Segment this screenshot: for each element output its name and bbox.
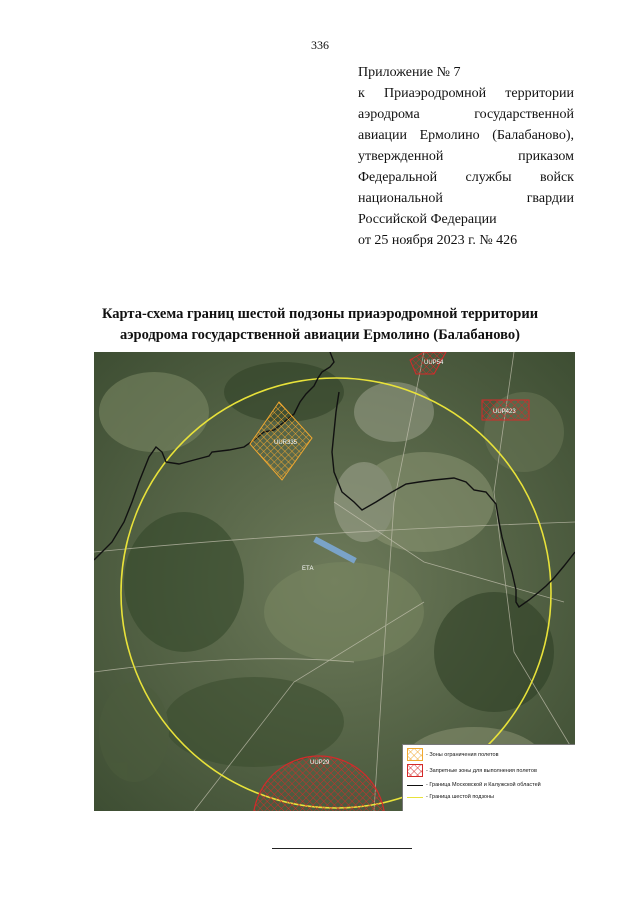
annex-word: службы [465,170,512,185]
map-canvas [94,352,575,811]
annex-word: (Балабаново), [492,128,574,143]
legend-row [407,748,499,761]
label-uup54: UUP54 [424,360,444,366]
annex-word: государственной [474,107,574,122]
legend-swatch-subzone-border [407,797,423,798]
annex-line [358,83,574,104]
map-title [0,304,640,346]
annex-header [358,62,574,251]
annex-line [358,188,574,209]
annex-line: Приложение № 7 [358,65,461,80]
label-uur335: UUR335 [274,440,298,446]
annex-word: приказом [518,149,574,164]
annex-word: Приаэродромной [383,86,487,101]
label-uup423: UUP423 [493,409,516,415]
legend-swatch-region-border [407,785,423,786]
annex-line [358,125,574,146]
annex-line [358,146,574,167]
satellite-map [94,352,575,811]
map-title-line-1: Карта-схема границ шестой подзоны приаэродромной территории [101,306,539,322]
legend-restriction: - Зоны ограничения полетов [426,751,499,758]
annex-word: Ермолино [419,128,480,143]
legend-swatch-prohibited [407,764,423,777]
legend-row [407,782,541,788]
annex-word: территории [505,86,574,101]
annex-word: к [358,86,365,101]
legend-prohibited: - Запретные зоны для выполнения полетов [426,767,537,774]
annex-word: Федеральной [358,170,438,185]
annex-word: утвержденной [358,149,444,164]
annex-word: гвардии [526,191,574,206]
legend-row [407,794,494,800]
annex-line: Российской Федерации [358,212,497,227]
annex-word: войск [539,170,574,185]
page-number: 336 [311,38,329,52]
legend-row [407,764,537,777]
legend-region-border: - Граница Московской и Калужской областей [426,782,541,788]
annex-word: национальной [358,191,443,206]
map-title-line-2: аэродрома государственной авиации Ермолино (Балабаново) [120,327,520,343]
annex-line [358,167,574,188]
annex-line [358,104,574,125]
annex-line: от 25 ноября 2023 г. № 426 [358,233,518,248]
label-uup29: UUP29 [310,760,330,766]
map-legend [402,744,575,811]
legend-subzone-border: - Граница шестой подзоны [426,794,494,800]
annex-word: аэродрома [358,107,420,122]
annex-word: авиации [358,128,408,143]
label-aerodrome: ЕТА [302,566,314,572]
bottom-rule [272,848,412,849]
legend-swatch-restriction [407,748,423,761]
